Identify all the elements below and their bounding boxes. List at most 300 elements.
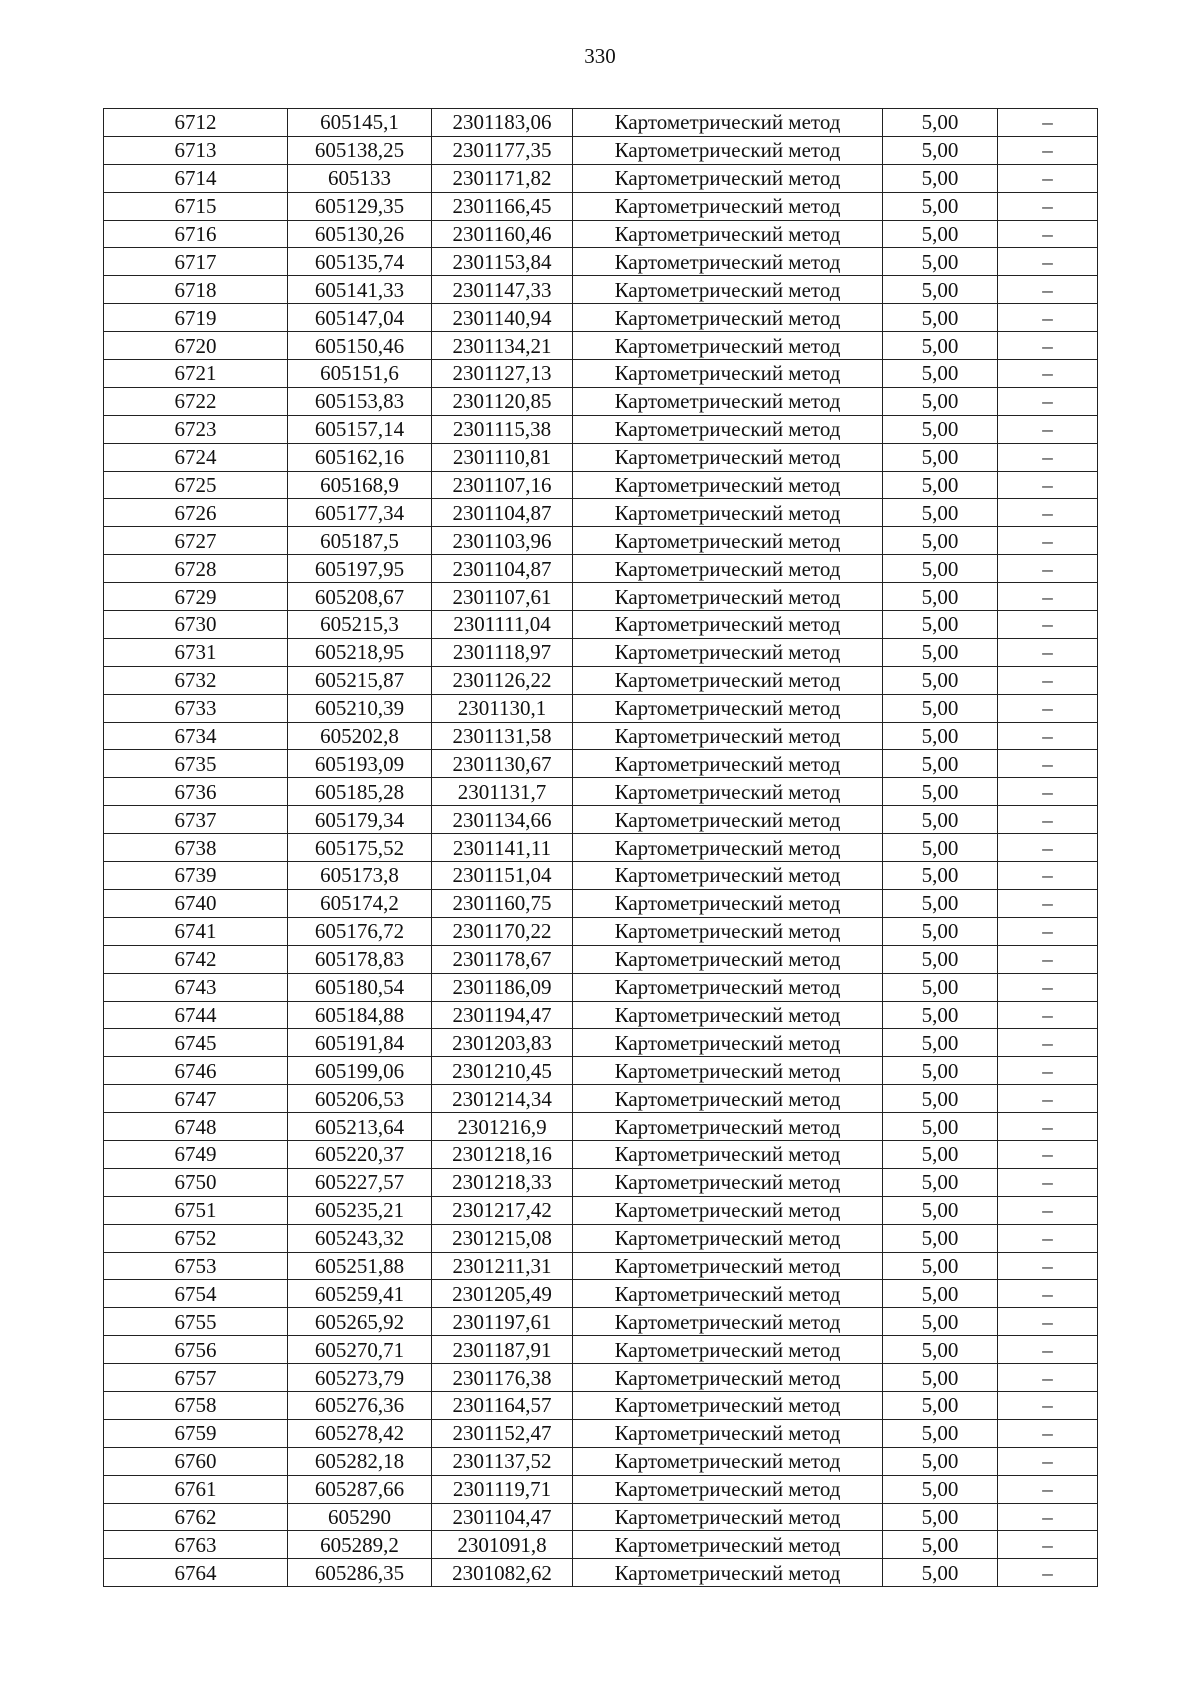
note-cell: –: [998, 1057, 1098, 1085]
point-number-cell: 6735: [104, 750, 288, 778]
point-number-cell: 6729: [104, 583, 288, 611]
y-coordinate-cell: 2301217,42: [432, 1196, 573, 1224]
note-cell: –: [998, 889, 1098, 917]
method-cell: Картометрический метод: [573, 583, 883, 611]
y-coordinate-cell: 2301183,06: [432, 109, 573, 137]
y-coordinate-cell: 2301137,52: [432, 1447, 573, 1475]
y-coordinate-cell: 2301187,91: [432, 1336, 573, 1364]
note-cell: –: [998, 611, 1098, 639]
y-coordinate-cell: 2301103,96: [432, 527, 573, 555]
point-number-cell: 6743: [104, 973, 288, 1001]
method-cell: Картометрический метод: [573, 1113, 883, 1141]
method-cell: Картометрический метод: [573, 722, 883, 750]
note-cell: –: [998, 360, 1098, 388]
note-cell: –: [998, 1447, 1098, 1475]
y-coordinate-cell: 2301131,58: [432, 722, 573, 750]
x-coordinate-cell: 605287,66: [288, 1475, 432, 1503]
method-cell: Картометрический метод: [573, 1001, 883, 1029]
error-cell: 5,00: [883, 666, 998, 694]
y-coordinate-cell: 2301197,61: [432, 1308, 573, 1336]
error-cell: 5,00: [883, 750, 998, 778]
note-cell: –: [998, 109, 1098, 137]
table-row: [104, 778, 1098, 806]
point-number-cell: 6749: [104, 1140, 288, 1168]
y-coordinate-cell: 2301120,85: [432, 387, 573, 415]
table-row: [104, 332, 1098, 360]
note-cell: –: [998, 1419, 1098, 1447]
method-cell: Картометрический метод: [573, 248, 883, 276]
error-cell: 5,00: [883, 1140, 998, 1168]
table-row: [104, 415, 1098, 443]
method-cell: Картометрический метод: [573, 527, 883, 555]
table-row: [104, 304, 1098, 332]
x-coordinate-cell: 605206,53: [288, 1085, 432, 1113]
method-cell: Картометрический метод: [573, 1391, 883, 1419]
y-coordinate-cell: 2301141,11: [432, 834, 573, 862]
method-cell: Картометрический метод: [573, 109, 883, 137]
y-coordinate-cell: 2301107,16: [432, 471, 573, 499]
y-coordinate-cell: 2301107,61: [432, 583, 573, 611]
x-coordinate-cell: 605213,64: [288, 1113, 432, 1141]
table-row: [104, 1364, 1098, 1392]
y-coordinate-cell: 2301134,21: [432, 332, 573, 360]
table-row: [104, 1224, 1098, 1252]
x-coordinate-cell: 605175,52: [288, 834, 432, 862]
table-row: [104, 248, 1098, 276]
table-row: [104, 694, 1098, 722]
table-row: [104, 555, 1098, 583]
error-cell: 5,00: [883, 192, 998, 220]
x-coordinate-cell: 605145,1: [288, 109, 432, 137]
x-coordinate-cell: 605138,25: [288, 136, 432, 164]
table-row: [104, 109, 1098, 137]
note-cell: –: [998, 527, 1098, 555]
point-number-cell: 6760: [104, 1447, 288, 1475]
x-coordinate-cell: 605162,16: [288, 443, 432, 471]
note-cell: –: [998, 973, 1098, 1001]
method-cell: Картометрический метод: [573, 192, 883, 220]
x-coordinate-cell: 605270,71: [288, 1336, 432, 1364]
method-cell: Картометрический метод: [573, 778, 883, 806]
note-cell: –: [998, 1336, 1098, 1364]
x-coordinate-cell: 605286,35: [288, 1559, 432, 1587]
y-coordinate-cell: 2301104,87: [432, 555, 573, 583]
y-coordinate-cell: 2301177,35: [432, 136, 573, 164]
y-coordinate-cell: 2301214,34: [432, 1085, 573, 1113]
y-coordinate-cell: 2301160,75: [432, 889, 573, 917]
error-cell: 5,00: [883, 1447, 998, 1475]
point-number-cell: 6727: [104, 527, 288, 555]
x-coordinate-cell: 605135,74: [288, 248, 432, 276]
method-cell: Картометрический метод: [573, 304, 883, 332]
table-row: [104, 1308, 1098, 1336]
note-cell: –: [998, 304, 1098, 332]
table-row: [104, 1503, 1098, 1531]
point-number-cell: 6744: [104, 1001, 288, 1029]
method-cell: Картометрический метод: [573, 611, 883, 639]
table-row: [104, 1113, 1098, 1141]
point-number-cell: 6762: [104, 1503, 288, 1531]
method-cell: Картометрический метод: [573, 471, 883, 499]
x-coordinate-cell: 605276,36: [288, 1391, 432, 1419]
point-number-cell: 6763: [104, 1531, 288, 1559]
error-cell: 5,00: [883, 109, 998, 137]
y-coordinate-cell: 2301131,7: [432, 778, 573, 806]
x-coordinate-cell: 605151,6: [288, 360, 432, 388]
x-coordinate-cell: 605202,8: [288, 722, 432, 750]
error-cell: 5,00: [883, 1224, 998, 1252]
error-cell: 5,00: [883, 499, 998, 527]
note-cell: –: [998, 750, 1098, 778]
point-number-cell: 6725: [104, 471, 288, 499]
x-coordinate-cell: 605290: [288, 1503, 432, 1531]
method-cell: Картометрический метод: [573, 638, 883, 666]
y-coordinate-cell: 2301176,38: [432, 1364, 573, 1392]
y-coordinate-cell: 2301215,08: [432, 1224, 573, 1252]
method-cell: Картометрический метод: [573, 973, 883, 1001]
point-number-cell: 6756: [104, 1336, 288, 1364]
point-number-cell: 6746: [104, 1057, 288, 1085]
point-number-cell: 6730: [104, 611, 288, 639]
method-cell: Картометрический метод: [573, 1364, 883, 1392]
x-coordinate-cell: 605251,88: [288, 1252, 432, 1280]
note-cell: –: [998, 276, 1098, 304]
point-number-cell: 6754: [104, 1280, 288, 1308]
y-coordinate-cell: 2301171,82: [432, 164, 573, 192]
error-cell: 5,00: [883, 1113, 998, 1141]
point-number-cell: 6764: [104, 1559, 288, 1587]
error-cell: 5,00: [883, 1419, 998, 1447]
note-cell: –: [998, 945, 1098, 973]
table-row: [104, 973, 1098, 1001]
table-row: [104, 1280, 1098, 1308]
method-cell: Картометрический метод: [573, 917, 883, 945]
error-cell: 5,00: [883, 862, 998, 890]
x-coordinate-cell: 605278,42: [288, 1419, 432, 1447]
point-number-cell: 6734: [104, 722, 288, 750]
method-cell: Картометрический метод: [573, 1085, 883, 1113]
method-cell: Картометрический метод: [573, 1252, 883, 1280]
y-coordinate-cell: 2301153,84: [432, 248, 573, 276]
point-number-cell: 6742: [104, 945, 288, 973]
table-row: [104, 666, 1098, 694]
method-cell: Картометрический метод: [573, 750, 883, 778]
x-coordinate-cell: 605129,35: [288, 192, 432, 220]
method-cell: Картометрический метод: [573, 443, 883, 471]
error-cell: 5,00: [883, 1280, 998, 1308]
method-cell: Картометрический метод: [573, 806, 883, 834]
error-cell: 5,00: [883, 806, 998, 834]
error-cell: 5,00: [883, 1168, 998, 1196]
x-coordinate-cell: 605220,37: [288, 1140, 432, 1168]
point-number-cell: 6717: [104, 248, 288, 276]
note-cell: –: [998, 862, 1098, 890]
note-cell: –: [998, 694, 1098, 722]
table-row: [104, 1140, 1098, 1168]
error-cell: 5,00: [883, 1057, 998, 1085]
method-cell: Картометрический метод: [573, 220, 883, 248]
x-coordinate-cell: 605184,88: [288, 1001, 432, 1029]
method-cell: Картометрический метод: [573, 499, 883, 527]
error-cell: 5,00: [883, 1391, 998, 1419]
y-coordinate-cell: 2301140,94: [432, 304, 573, 332]
table-row: [104, 443, 1098, 471]
method-cell: Картометрический метод: [573, 387, 883, 415]
x-coordinate-cell: 605191,84: [288, 1029, 432, 1057]
table-row: [104, 1559, 1098, 1587]
note-cell: –: [998, 917, 1098, 945]
x-coordinate-cell: 605243,32: [288, 1224, 432, 1252]
point-number-cell: 6761: [104, 1475, 288, 1503]
error-cell: 5,00: [883, 360, 998, 388]
x-coordinate-cell: 605218,95: [288, 638, 432, 666]
note-cell: –: [998, 806, 1098, 834]
table-row: [104, 1085, 1098, 1113]
note-cell: –: [998, 1531, 1098, 1559]
method-cell: Картометрический метод: [573, 1503, 883, 1531]
point-number-cell: 6740: [104, 889, 288, 917]
error-cell: 5,00: [883, 220, 998, 248]
note-cell: –: [998, 248, 1098, 276]
table-row: [104, 834, 1098, 862]
table-row: [104, 387, 1098, 415]
table-row: [104, 1029, 1098, 1057]
y-coordinate-cell: 2301104,47: [432, 1503, 573, 1531]
error-cell: 5,00: [883, 945, 998, 973]
table-row: [104, 1196, 1098, 1224]
method-cell: Картометрический метод: [573, 332, 883, 360]
method-cell: Картометрический метод: [573, 862, 883, 890]
note-cell: –: [998, 332, 1098, 360]
table-row: [104, 1391, 1098, 1419]
method-cell: Картометрический метод: [573, 1168, 883, 1196]
y-coordinate-cell: 2301082,62: [432, 1559, 573, 1587]
table-row: [104, 276, 1098, 304]
table-row: [104, 1336, 1098, 1364]
note-cell: –: [998, 471, 1098, 499]
method-cell: Картометрический метод: [573, 415, 883, 443]
error-cell: 5,00: [883, 611, 998, 639]
error-cell: 5,00: [883, 443, 998, 471]
x-coordinate-cell: 605147,04: [288, 304, 432, 332]
y-coordinate-cell: 2301211,31: [432, 1252, 573, 1280]
point-number-cell: 6736: [104, 778, 288, 806]
note-cell: –: [998, 1252, 1098, 1280]
error-cell: 5,00: [883, 136, 998, 164]
note-cell: –: [998, 387, 1098, 415]
coordinates-table: [103, 108, 1098, 1587]
x-coordinate-cell: 605282,18: [288, 1447, 432, 1475]
point-number-cell: 6745: [104, 1029, 288, 1057]
x-coordinate-cell: 605153,83: [288, 387, 432, 415]
point-number-cell: 6714: [104, 164, 288, 192]
table-row: [104, 1419, 1098, 1447]
method-cell: Картометрический метод: [573, 136, 883, 164]
error-cell: 5,00: [883, 415, 998, 443]
x-coordinate-cell: 605177,34: [288, 499, 432, 527]
x-coordinate-cell: 605168,9: [288, 471, 432, 499]
point-number-cell: 6757: [104, 1364, 288, 1392]
note-cell: –: [998, 1085, 1098, 1113]
note-cell: –: [998, 722, 1098, 750]
point-number-cell: 6728: [104, 555, 288, 583]
method-cell: Картометрический метод: [573, 164, 883, 192]
y-coordinate-cell: 2301186,09: [432, 973, 573, 1001]
error-cell: 5,00: [883, 694, 998, 722]
point-number-cell: 6733: [104, 694, 288, 722]
note-cell: –: [998, 499, 1098, 527]
y-coordinate-cell: 2301164,57: [432, 1391, 573, 1419]
note-cell: –: [998, 1391, 1098, 1419]
table-row: [104, 638, 1098, 666]
note-cell: –: [998, 220, 1098, 248]
error-cell: 5,00: [883, 973, 998, 1001]
method-cell: Картометрический метод: [573, 360, 883, 388]
point-number-cell: 6722: [104, 387, 288, 415]
error-cell: 5,00: [883, 1001, 998, 1029]
table-row: [104, 611, 1098, 639]
y-coordinate-cell: 2301160,46: [432, 220, 573, 248]
y-coordinate-cell: 2301205,49: [432, 1280, 573, 1308]
method-cell: Картометрический метод: [573, 666, 883, 694]
table-row: [104, 499, 1098, 527]
x-coordinate-cell: 605227,57: [288, 1168, 432, 1196]
method-cell: Картометрический метод: [573, 1140, 883, 1168]
error-cell: 5,00: [883, 1085, 998, 1113]
note-cell: –: [998, 136, 1098, 164]
method-cell: Картометрический метод: [573, 555, 883, 583]
y-coordinate-cell: 2301104,87: [432, 499, 573, 527]
point-number-cell: 6752: [104, 1224, 288, 1252]
table-row: [104, 862, 1098, 890]
table-row: [104, 1252, 1098, 1280]
note-cell: –: [998, 1559, 1098, 1587]
x-coordinate-cell: 605133: [288, 164, 432, 192]
point-number-cell: 6716: [104, 220, 288, 248]
error-cell: 5,00: [883, 638, 998, 666]
y-coordinate-cell: 2301127,13: [432, 360, 573, 388]
method-cell: Картометрический метод: [573, 1336, 883, 1364]
x-coordinate-cell: 605197,95: [288, 555, 432, 583]
table-row: [104, 192, 1098, 220]
note-cell: –: [998, 1224, 1098, 1252]
y-coordinate-cell: 2301194,47: [432, 1001, 573, 1029]
x-coordinate-cell: 605289,2: [288, 1531, 432, 1559]
note-cell: –: [998, 1196, 1098, 1224]
note-cell: –: [998, 638, 1098, 666]
note-cell: –: [998, 1113, 1098, 1141]
note-cell: –: [998, 778, 1098, 806]
point-number-cell: 6747: [104, 1085, 288, 1113]
error-cell: 5,00: [883, 387, 998, 415]
table-row: [104, 136, 1098, 164]
table-row: [104, 1531, 1098, 1559]
point-number-cell: 6759: [104, 1419, 288, 1447]
error-cell: 5,00: [883, 1252, 998, 1280]
table-row: [104, 164, 1098, 192]
table-row: [104, 1057, 1098, 1085]
method-cell: Картометрический метод: [573, 1308, 883, 1336]
note-cell: –: [998, 1029, 1098, 1057]
point-number-cell: 6751: [104, 1196, 288, 1224]
method-cell: Картометрический метод: [573, 1280, 883, 1308]
note-cell: –: [998, 192, 1098, 220]
point-number-cell: 6724: [104, 443, 288, 471]
x-coordinate-cell: 605150,46: [288, 332, 432, 360]
x-coordinate-cell: 605208,67: [288, 583, 432, 611]
x-coordinate-cell: 605259,41: [288, 1280, 432, 1308]
note-cell: –: [998, 415, 1098, 443]
table-row: [104, 471, 1098, 499]
y-coordinate-cell: 2301115,38: [432, 415, 573, 443]
note-cell: –: [998, 666, 1098, 694]
error-cell: 5,00: [883, 1364, 998, 1392]
point-number-cell: 6739: [104, 862, 288, 890]
x-coordinate-cell: 605215,87: [288, 666, 432, 694]
y-coordinate-cell: 2301218,16: [432, 1140, 573, 1168]
x-coordinate-cell: 605141,33: [288, 276, 432, 304]
table-row: [104, 583, 1098, 611]
x-coordinate-cell: 605180,54: [288, 973, 432, 1001]
note-cell: –: [998, 1475, 1098, 1503]
method-cell: Картометрический метод: [573, 834, 883, 862]
table-row: [104, 1168, 1098, 1196]
error-cell: 5,00: [883, 889, 998, 917]
error-cell: 5,00: [883, 276, 998, 304]
y-coordinate-cell: 2301216,9: [432, 1113, 573, 1141]
point-number-cell: 6748: [104, 1113, 288, 1141]
method-cell: Картометрический метод: [573, 1224, 883, 1252]
error-cell: 5,00: [883, 555, 998, 583]
x-coordinate-cell: 605235,21: [288, 1196, 432, 1224]
error-cell: 5,00: [883, 248, 998, 276]
point-number-cell: 6750: [104, 1168, 288, 1196]
method-cell: Картометрический метод: [573, 276, 883, 304]
method-cell: Картометрический метод: [573, 1475, 883, 1503]
coordinates-table-body: [104, 109, 1098, 1587]
table-row: [104, 1475, 1098, 1503]
x-coordinate-cell: 605199,06: [288, 1057, 432, 1085]
table-row: [104, 945, 1098, 973]
x-coordinate-cell: 605210,39: [288, 694, 432, 722]
note-cell: –: [998, 583, 1098, 611]
note-cell: –: [998, 1168, 1098, 1196]
point-number-cell: 6719: [104, 304, 288, 332]
error-cell: 5,00: [883, 1531, 998, 1559]
table-row: [104, 917, 1098, 945]
note-cell: –: [998, 1364, 1098, 1392]
x-coordinate-cell: 605215,3: [288, 611, 432, 639]
point-number-cell: 6715: [104, 192, 288, 220]
method-cell: Картометрический метод: [573, 1057, 883, 1085]
table-row: [104, 220, 1098, 248]
x-coordinate-cell: 605173,8: [288, 862, 432, 890]
table-row: [104, 889, 1098, 917]
x-coordinate-cell: 605273,79: [288, 1364, 432, 1392]
x-coordinate-cell: 605157,14: [288, 415, 432, 443]
error-cell: 5,00: [883, 304, 998, 332]
error-cell: 5,00: [883, 917, 998, 945]
x-coordinate-cell: 605130,26: [288, 220, 432, 248]
error-cell: 5,00: [883, 834, 998, 862]
point-number-cell: 6755: [104, 1308, 288, 1336]
x-coordinate-cell: 605187,5: [288, 527, 432, 555]
point-number-cell: 6731: [104, 638, 288, 666]
note-cell: –: [998, 443, 1098, 471]
note-cell: –: [998, 555, 1098, 583]
x-coordinate-cell: 605179,34: [288, 806, 432, 834]
table-row: [104, 722, 1098, 750]
